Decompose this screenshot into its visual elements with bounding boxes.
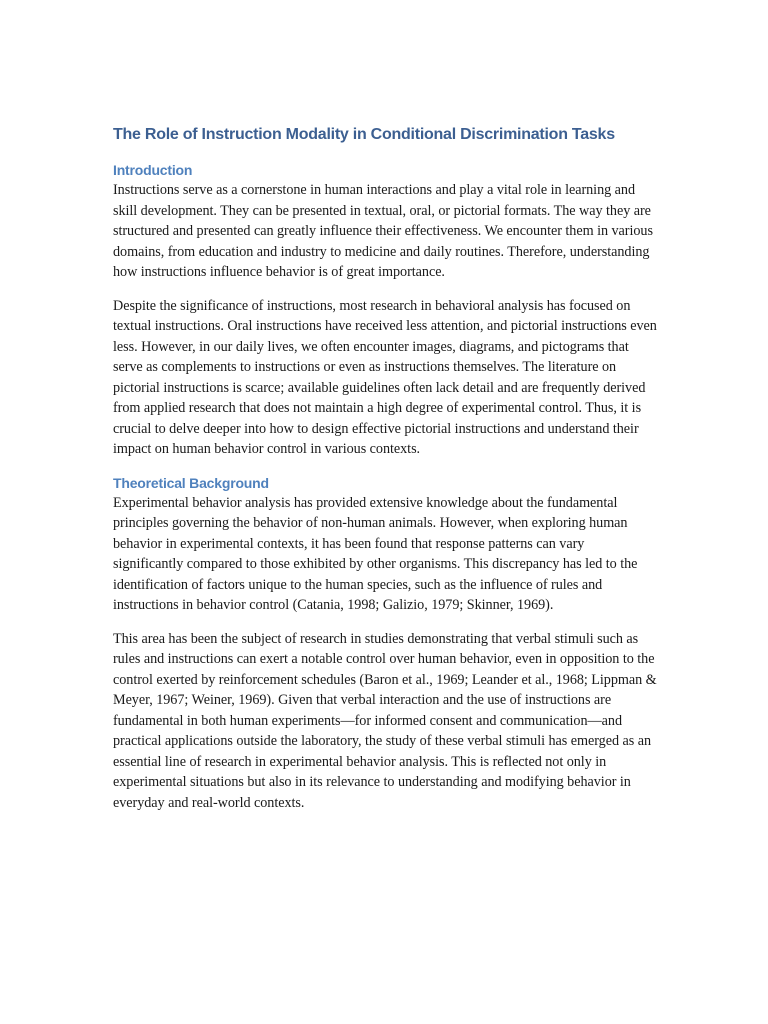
section-introduction bbox=[113, 160, 658, 460]
paragraph: Experimental behavior analysis has provided extensive knowledge about the fundamental principles governing the behavior of non-human animals. However, when exploring human behavior in experimental contexts, it has been found that response patterns can vary significantly compared to those exhibited by other organisms. This discrepancy has led to the identification of factors unique to the human species, such as the influence of rules and instructions in behavior control (Catania, 1998; Galizio, 1979; Skinner, 1969). bbox=[113, 494, 638, 613]
document-body bbox=[113, 123, 658, 826]
section-heading-introduction: Introduction bbox=[113, 162, 193, 178]
paragraph: This area has been the subject of research in studies demonstrating that verbal stimuli such as rules and instructions can exert a notable control over human behavior, even in opposition to the control exerted by reinforcement schedules (Baron et al., 1969; Leander et al., 1968; Lippman & Meyer, 1967; Weiner, 1969). Given that verbal interaction and the use of instructions are fundamental in both human experiments—for informed consent and communication—and practical applications outside the laboratory, the study of these verbal stimuli has emerged as an essential line of research in experimental behavior analysis. This is reflected not only in experimental situations but also in its relevance to understanding and modifying behavior in everyday and real-world contexts. bbox=[113, 630, 657, 811]
paragraph: Despite the significance of instructions, most research in behavioral analysis has focused on textual instructions. Oral instructions have received less attention, and pictorial instructions even less. However, in our daily lives, we often encounter images, diagrams, and pictograms that serve as complements to instructions or even as instructions themselves. The literature on pictorial instructions is scarce; available guidelines often lack detail and are frequently derived from applied research that does not maintain a high degree of experimental control. Thus, it is crucial to delve deeper into how to design effective pictorial instructions and understand their impact on human behavior control in various contexts. bbox=[113, 297, 657, 457]
section-heading-theoretical-background: Theoretical Background bbox=[113, 474, 269, 491]
section-theoretical-background bbox=[113, 473, 658, 814]
document-title: The Role of Instruction Modality in Conditional Discrimination Tasks bbox=[113, 126, 615, 143]
paragraph: Instructions serve as a cornerstone in human interactions and play a vital role in learning and skill development. They can be presented in textual, oral, or pictorial formats. The way they are structured and presented can greatly influence their effectiveness. We encounter them in various domains, from education and industry to medicine and daily routines. Therefore, understanding how instructions influence behavior is of great importance. bbox=[113, 182, 653, 280]
